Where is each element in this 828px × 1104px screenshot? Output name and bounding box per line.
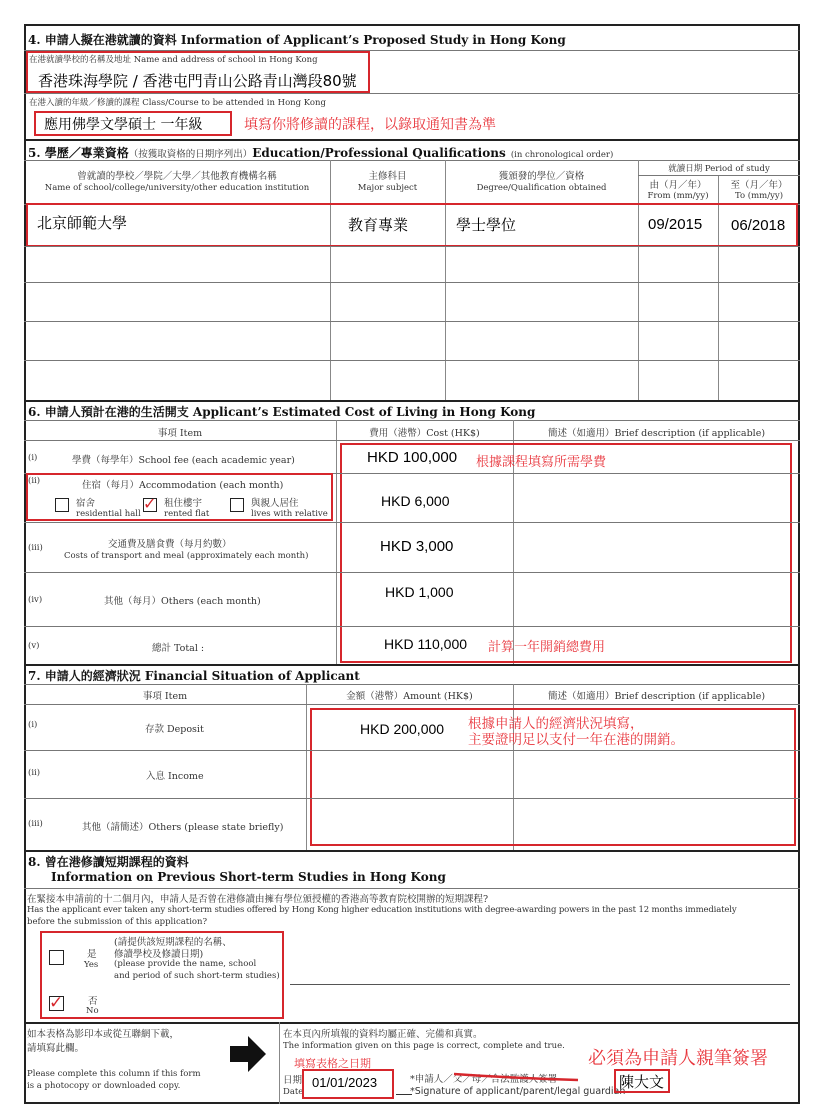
divider [24, 684, 800, 685]
divider [24, 750, 800, 751]
section-divider [24, 400, 800, 402]
class-label: 在港入讀的年級／修讀的課程 Class/Course to be attended in Hong Kong [29, 98, 326, 108]
row-num: (ii) [28, 768, 41, 778]
footer-left-zh-1: 如本表格為影印本或從互聯網下載， [27, 1029, 180, 1040]
check-icon: ✓ [143, 494, 157, 513]
row-num: (v) [28, 641, 40, 651]
col-divider [336, 420, 337, 664]
col-divider [306, 684, 307, 850]
declaration-zh: 在本頁內所填報的資料均屬正確、完備和真實。 [283, 1029, 483, 1040]
col-major-zh: 主修科目 [368, 171, 407, 182]
edu-major[interactable]: 教育專業 [348, 216, 409, 234]
row-num: (i) [28, 453, 38, 463]
s7-col-amount: 金額（港幣）Amount (HK$) [346, 691, 473, 702]
divider [24, 360, 800, 361]
date-note: 填寫表格之日期 [294, 1057, 371, 1070]
date-en: Date [283, 1087, 304, 1097]
s6-col-item: 事項 Item [157, 428, 203, 439]
check-icon: ✓ [49, 993, 64, 1013]
row-num: (iv) [28, 595, 43, 605]
col-from-en: From (mm/yy) [647, 191, 709, 201]
edu-degree[interactable]: 學士學位 [456, 216, 517, 234]
signature-value[interactable]: 陳大文 [619, 1073, 665, 1091]
transport-value[interactable]: HKD 3,000 [380, 538, 454, 555]
s6-col-desc: 簡述（如適用）Brief description (if applicable) [547, 428, 766, 439]
section8-title-en: Information on Previous Short-term Studies in Hong Kong [51, 870, 446, 884]
s7-col-item: 事項 Item [142, 691, 188, 702]
edu-from[interactable]: 09/2015 [648, 216, 703, 233]
others-label: 其他（每月）Others (each month) [104, 596, 261, 607]
row-num: (ii) [28, 476, 41, 486]
class-note: 填寫你將修讀的課程，以錄取通知書為準 [244, 117, 496, 133]
divider [24, 246, 800, 247]
section-divider [24, 664, 800, 666]
section6-title: 6. 申請人預計在港的生活開支 Applicant’s Estimated Cost of Living in Hong Kong [28, 405, 536, 419]
divider [638, 175, 800, 176]
col-school-zh: 曾就讀的學校／學院／大學／其他教育機構名稱 [77, 171, 277, 182]
divider [24, 321, 800, 322]
total-note: 計算一年開銷總費用 [488, 640, 606, 655]
school-fee-label: 學費（每學年）School fee (each academic year) [72, 455, 295, 466]
col-divider [445, 160, 446, 400]
finance-note-1: 根據申請人的經濟狀況填寫， [468, 716, 644, 732]
relative-checkbox[interactable] [230, 498, 244, 512]
divider [24, 798, 800, 799]
yes-detail-4: and period of such short-term studies) [114, 971, 280, 981]
other-finance-label: 其他（請簡述）Others (please state briefly) [82, 822, 284, 833]
divider [24, 282, 800, 283]
no-zh: 否 [88, 996, 98, 1007]
strikethrough-mark [452, 1070, 582, 1084]
arrow-right-icon [228, 1034, 268, 1074]
school-label: 在港就讀學校的名稱及地址 Name and address of school in Hong Kong [29, 55, 318, 65]
hall-zh: 宿舍 [76, 498, 96, 509]
section7-title: 7. 申請人的經濟狀況 Financial Situation of Applicant [28, 669, 360, 683]
section5-title: 5. 學歷／專業資格（按獲取資格的日期序列出）Education/Professional Qualifications (in chronological order) [28, 146, 614, 160]
school-fee-value[interactable]: HKD 100,000 [367, 449, 458, 466]
divider [24, 888, 800, 889]
col-divider [330, 160, 331, 400]
flat-en: rented flat [164, 509, 210, 519]
income-label: 入息 Income [146, 771, 204, 782]
total-label: 總計 Total : [152, 643, 205, 654]
school-value[interactable]: 香港珠海學院 / 香港屯門青山公路青山灣段80號 [38, 72, 357, 90]
section-divider [24, 850, 800, 852]
finance-note-2: 主要證明足以支付一年在港的開銷。 [468, 732, 684, 748]
hall-en: residential hall [76, 509, 141, 519]
deposit-value[interactable]: HKD 200,000 [360, 721, 445, 737]
signature-label-zh: *申請人／父／母／合法監護人簽署 [410, 1074, 558, 1085]
s7-col-desc: 簡述（如適用）Brief description (if applicable) [547, 691, 766, 702]
yes-checkbox[interactable] [49, 950, 64, 965]
s6-col-cost: 費用（港幣）Cost (HK$) [369, 428, 480, 439]
divider [24, 420, 800, 421]
col-major-en: Major subject [357, 183, 418, 193]
hall-checkbox[interactable] [55, 498, 69, 512]
section-divider [24, 1022, 800, 1024]
col-from-zh: 由（月／年） [649, 180, 707, 191]
row-num: (iii) [28, 819, 43, 829]
yes-detail-3: (please provide the name, school [114, 959, 257, 969]
s8-question-en-1: Has the applicant ever taken any short-term studies offered by Hong Kong higher education institutions with degree-awarding powers in the past 12 months immediately [27, 905, 737, 915]
transport-label-en: Costs of transport and meal (approximately each month) [64, 551, 309, 561]
edu-school[interactable]: 北京師範大學 [37, 214, 128, 232]
footer-left-en-1: Please complete this column if this form [27, 1069, 201, 1079]
divider [24, 440, 800, 441]
divider [24, 626, 800, 627]
others-value[interactable]: HKD 1,000 [385, 584, 454, 600]
edu-to[interactable]: 06/2018 [731, 217, 786, 234]
rel-zh: 與親人居住 [251, 498, 299, 509]
accommodation-label: 住宿（每月）Accommodation (each month) [82, 480, 284, 491]
section8-title-zh: 8. 曾在港修讀短期課程的資料 [28, 855, 189, 869]
divider [24, 522, 800, 523]
no-en: No [86, 1006, 99, 1016]
date-value[interactable]: 01/01/2023 [312, 1075, 378, 1090]
signature-label-en: *Signature of applicant/parent/legal guardian [410, 1086, 626, 1097]
col-to-zh: 至（月／年） [730, 180, 788, 191]
flat-zh: 租住樓宇 [164, 498, 203, 509]
row-num: (i) [28, 720, 38, 730]
section4-title: 4. 申請人擬在港就讀的資料 Information of Applicant’s Proposed Study in Hong Kong [28, 33, 566, 47]
divider [24, 572, 800, 573]
divider [24, 93, 800, 94]
yes-en: Yes [84, 960, 99, 970]
s8-question-en-2: before the submission of this application? [27, 917, 208, 927]
col-to-en: To (mm/yy) [734, 191, 784, 201]
col-divider [279, 1022, 280, 1104]
yes-detail-2: 修讀學校及修讀日期) [114, 949, 204, 960]
date-zh: 日期 [283, 1075, 303, 1086]
yes-detail-1: (請提供該短期課程的名稱、 [114, 937, 232, 948]
school-fee-note: 根據課程填寫所需學費 [476, 455, 607, 470]
total-value[interactable]: HKD 110,000 [384, 636, 468, 652]
signature-note: 必須為申請人親筆簽署 [588, 1048, 768, 1069]
col-period: 就讀日期 Period of study [668, 164, 770, 174]
deposit-label: 存款 Deposit [145, 724, 204, 735]
divider [24, 160, 800, 161]
transport-label: 交通費及膳食費（每月約數） [108, 539, 232, 550]
footer-left-zh-2: 請填寫此欄。 [27, 1043, 85, 1054]
yes-details-line[interactable] [290, 984, 790, 985]
row-num: (iii) [28, 543, 43, 553]
section-divider [24, 139, 800, 141]
class-value[interactable]: 應用佛學文學碩士 一年級 [44, 117, 203, 133]
col-school-en: Name of school/college/university/other education institution [44, 183, 310, 193]
col-degree-zh: 獲頒發的學位／資格 [498, 171, 585, 182]
declaration-en: The information given on this page is correct, complete and true. [283, 1041, 565, 1051]
col-degree-en: Degree/Qualification obtained [476, 183, 607, 193]
divider [24, 704, 800, 705]
footer-left-en-2: is a photocopy or downloaded copy. [27, 1081, 181, 1091]
accommodation-value[interactable]: HKD 6,000 [381, 493, 450, 509]
s8-question-zh: 在緊接本申請前的十二個月內，申請人是否曾在港修讀由擁有學位頒授權的香港高等教育院校開辦的短期課程? [27, 894, 489, 905]
rel-en: lives with relative [251, 509, 328, 519]
yes-zh: 是 [87, 949, 97, 960]
